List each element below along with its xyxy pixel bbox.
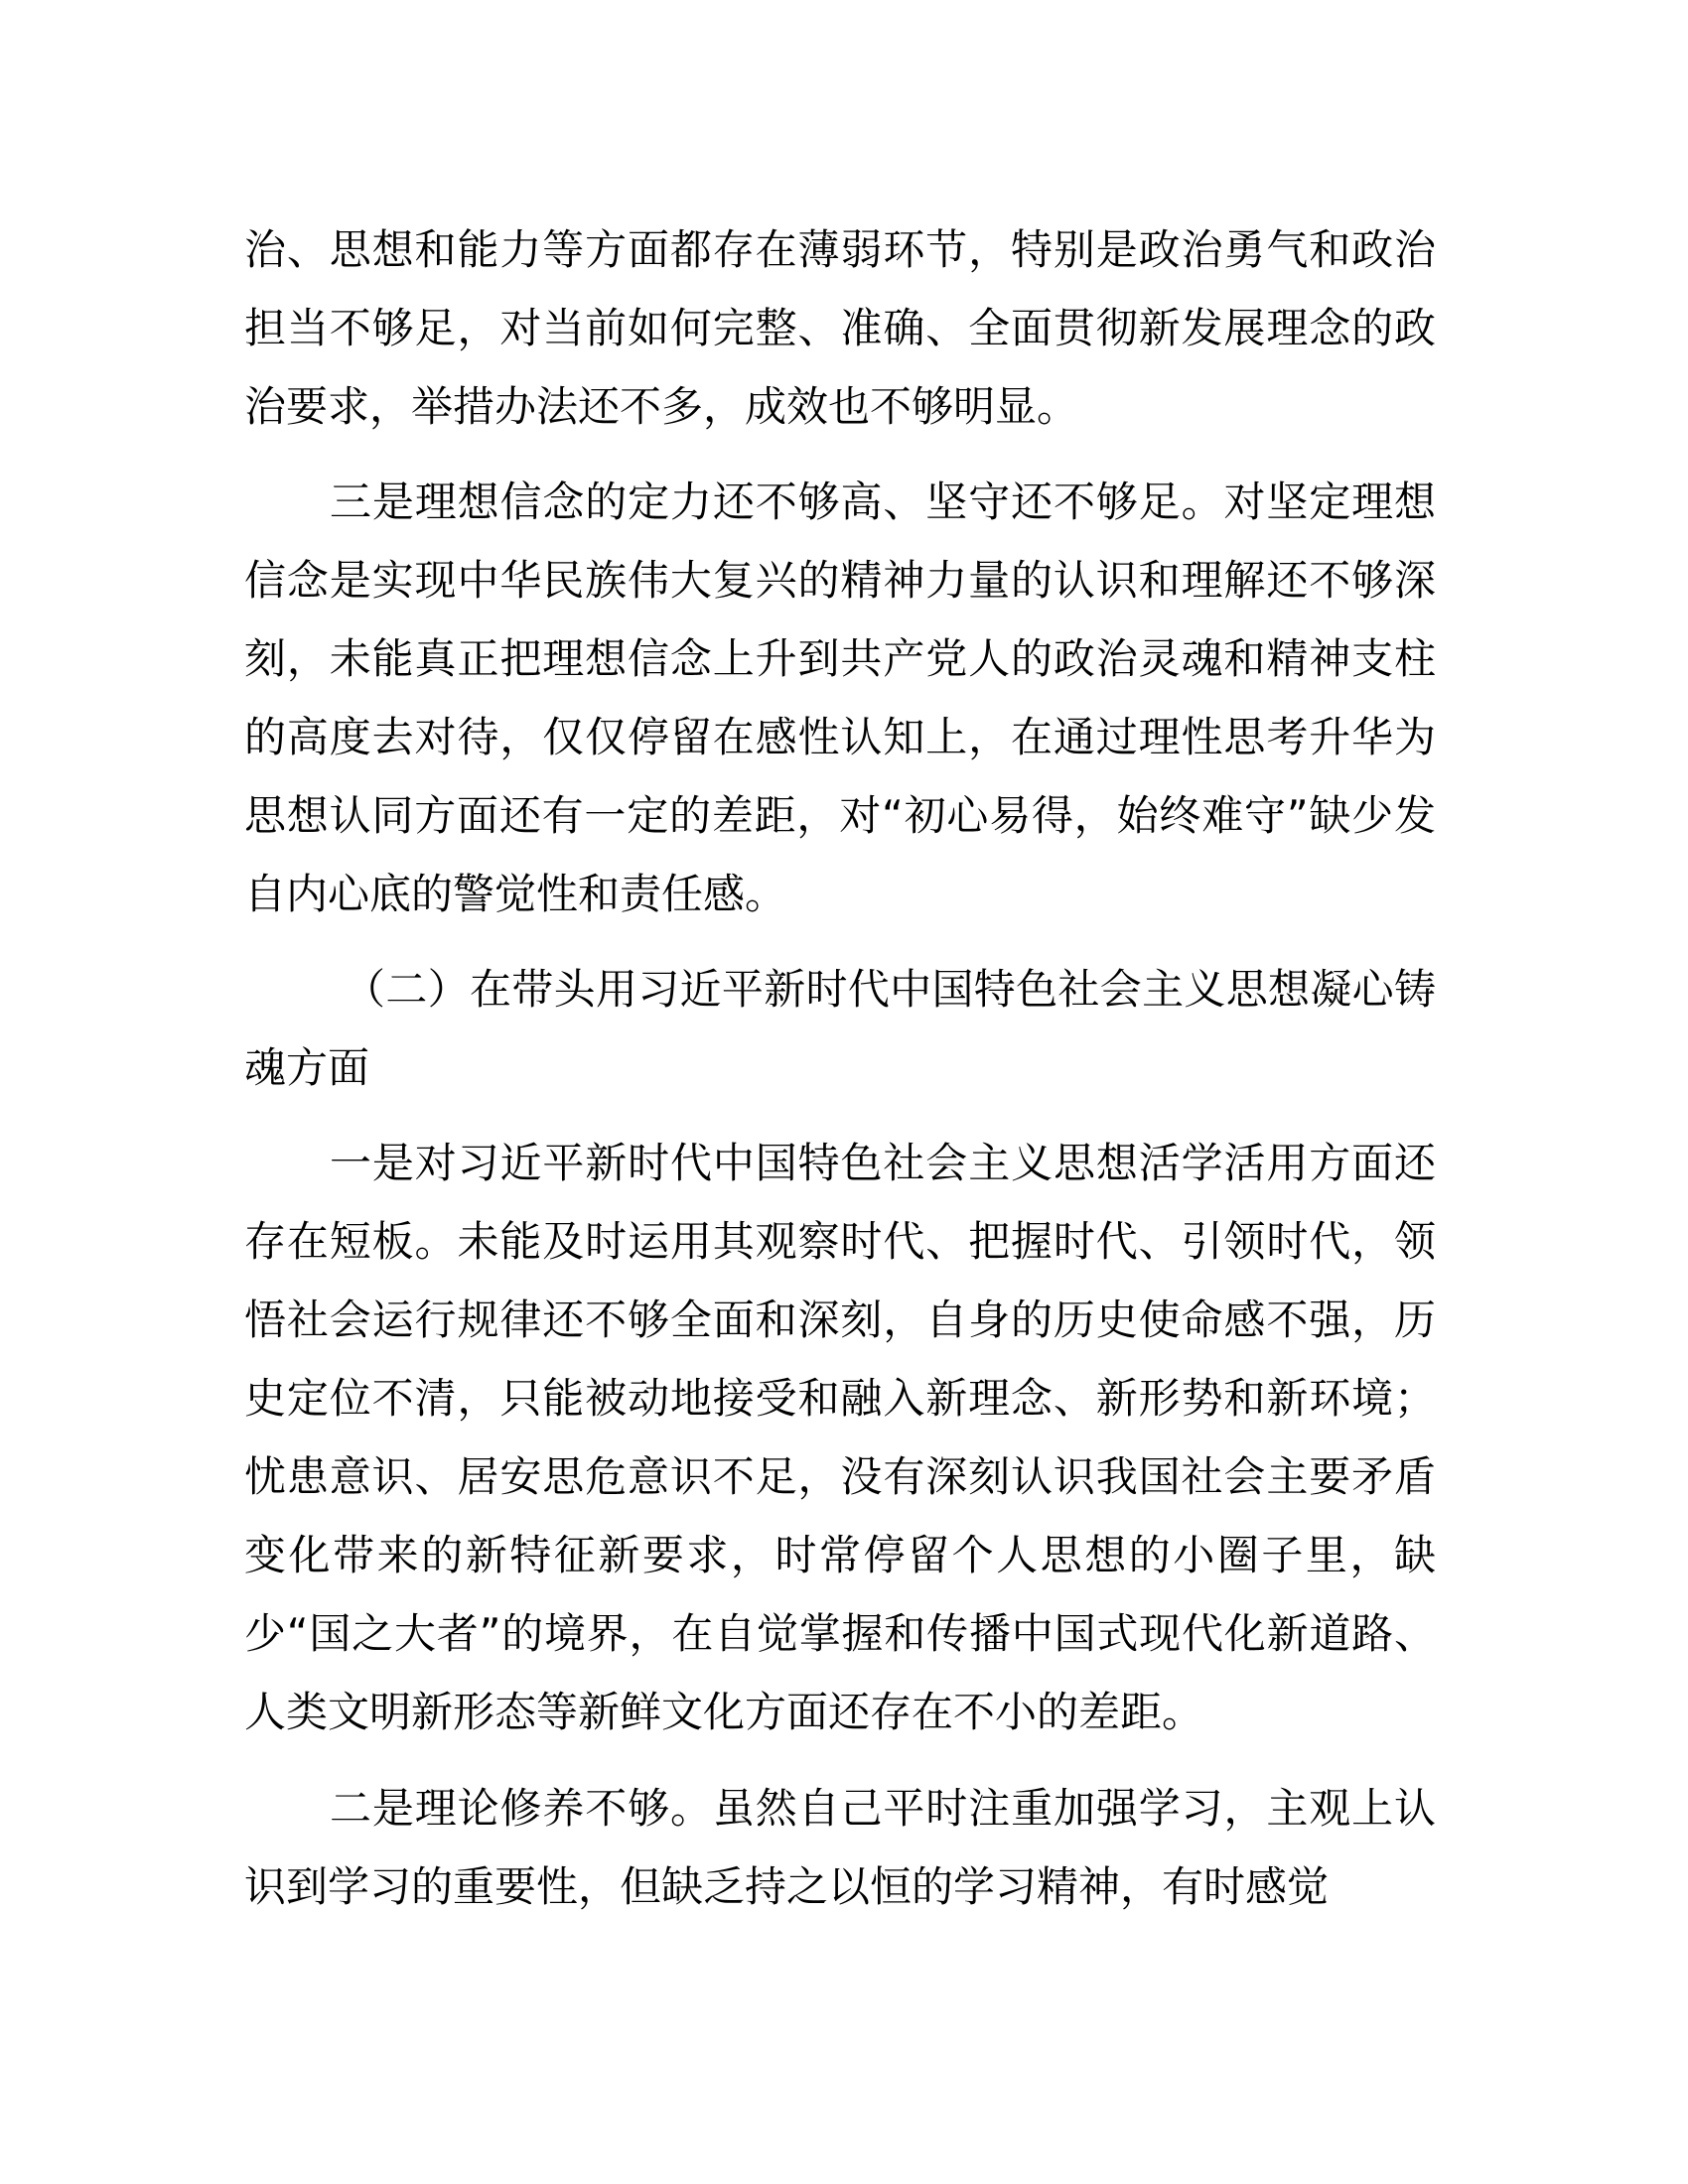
document-page [244,210,1436,1926]
paragraph-ideals-faith: 三是理想信念的定力还不够高、坚守还不够足。对坚定理想信念是实现中华民族伟大复兴的精神力量的认识和理解还不够深刻，未能真正把理想信念上升到共产党人的政治灵魂和精神支柱的高度去对待，仅仅停留在感性认知上，在通过理性思考升华为思想认同方面还有一定的差距，对“初心易得，始终难守”缺少发自内心底的警觉性和责任感。 [244,478,1436,918]
paragraph-thought-application: 一是对习近平新时代中国特色社会主义思想活学活用方面还存在短板。未能及时运用其观察时代、把握时代、引领时代，领悟社会运行规律还不够全面和深刻，自身的历史使命感不强，历史定位不清，只能被动地接受和融入新理念、新形势和新环境；忧患意识、居安思危意识不足，没有深刻认识我国社会主要矛盾变化带来的新特征新要求，时常停留个人思想的小圈子里，缺少“国之大者”的境界，在自觉掌握和传播中国式现代化新道路、人类文明新形态等新鲜文化方面还存在不小的差距。 [244,1139,1436,1736]
paragraph-continuation: 治、思想和能力等方面都存在薄弱环节，特别是政治勇气和政治担当不够足，对当前如何完整、准确、全面贯彻新发展理念的政治要求，举措办法还不多，成效也不够明显。 [244,225,1436,431]
section-heading-2: （二）在带头用习近平新时代中国特色社会主义思想凝心铸魂方面 [244,965,1436,1092]
paragraph-theory-cultivation: 二是理论修养不够。虽然自己平时注重加强学习，主观上认识到学习的重要性，但缺乏持之以恒的学习精神，有时感觉 [244,1784,1436,1911]
